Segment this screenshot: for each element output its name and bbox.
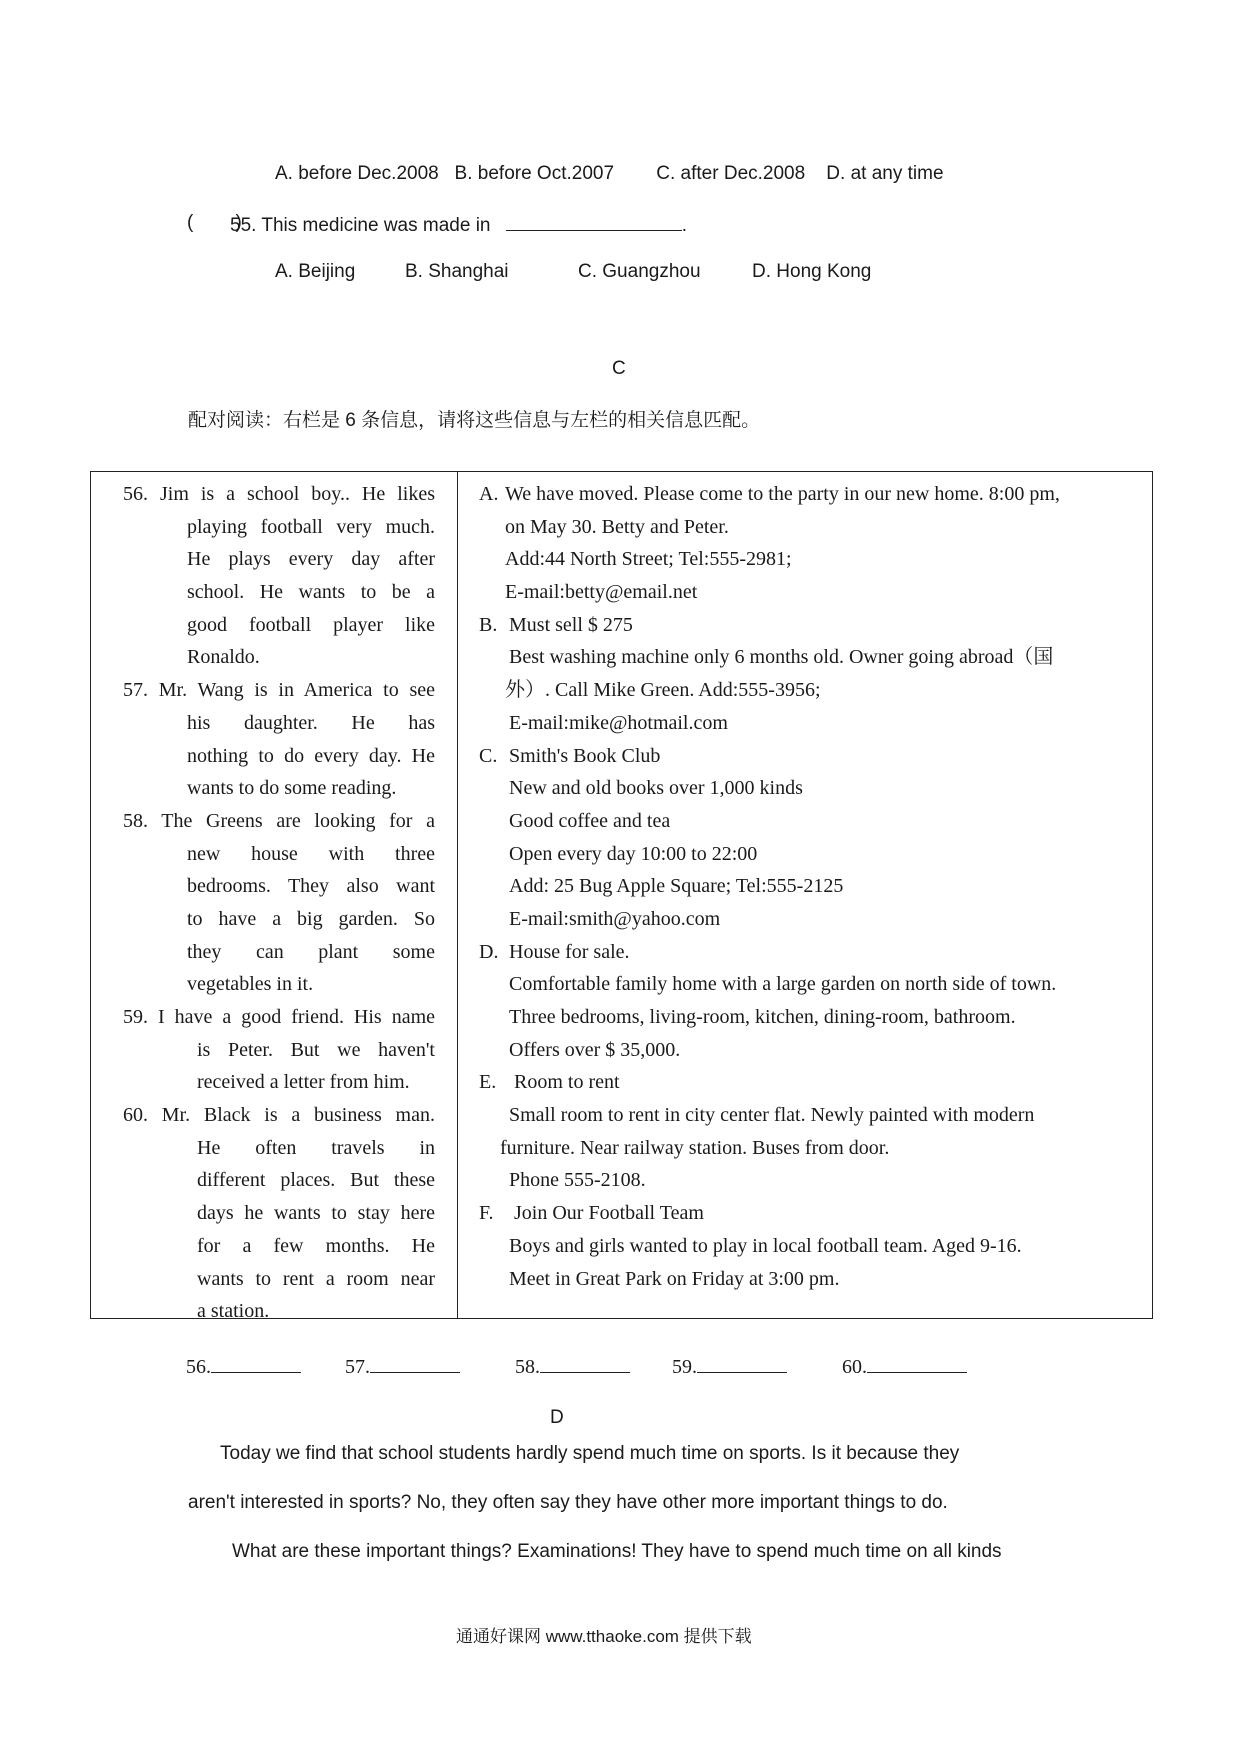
- ad-b: B. Must sell $ 275 Best washing machine only 6 months old. Owner going abroad（国 外）. Call Mike Green. Add:555-3956; E-mail:mike@hotmail.com: [469, 609, 1139, 740]
- question-56: 56. Jim is a school boy.. He likes playing football very much. He plays every day after school. He wants to be a good football player like Ronaldo.: [123, 483, 435, 669]
- ad-c: C. Smith's Book Club New and old books over 1,000 kinds Good coffee and tea Open every day 10:00 to 22:00 Add: 25 Bug Apple Square; Tel:555-2125 E-mail:smith@yahoo.com: [469, 740, 1139, 936]
- ad-e-letter: E.: [479, 1071, 497, 1094]
- answer-60: 60.: [842, 1354, 967, 1379]
- q55-question: [230, 212, 687, 237]
- ad-f: F. Join Our Football Team Boys and girls wanted to play in local football team. Aged 9-16. Meet in Great Park on Friday at 3:00 pm.: [469, 1197, 1139, 1295]
- ad-b-letter: B.: [479, 613, 498, 636]
- ad-e: E. Room to rent Small room to rent in city center flat. Newly painted with modern furniture. Near railway station. Buses from door. Phone 555-2108.: [469, 1066, 1139, 1197]
- section-d-line-1: Today we find that school students hardly spend much time on sports. Is it because they: [220, 1443, 960, 1464]
- section-d-line-2: aren't interested in sports? No, they often say they have other more important things to do.: [188, 1492, 948, 1513]
- page-footer: 通通好课网 www.tthaoke.com 提供下载: [456, 1627, 752, 1646]
- ad-d: D. House for sale. Comfortable family home with a large garden on north side of town. Three bedrooms, living-room, kitchen, dining-room, bathroom. Offers over $ 35,000.: [469, 936, 1139, 1067]
- answer-56: 56.: [186, 1354, 301, 1379]
- answer-59: 59.: [672, 1354, 787, 1379]
- column-divider: [457, 472, 458, 1318]
- ad-d-letter: D.: [479, 940, 499, 963]
- q55-option-c: C. Guangzhou: [578, 261, 701, 282]
- answer-57: 57.: [345, 1354, 460, 1379]
- q55-answer-paren: ( ): [187, 212, 242, 233]
- q55-option-d: D. Hong Kong: [752, 261, 872, 282]
- q55-end: .: [681, 215, 688, 236]
- q55-blank[interactable]: [506, 212, 682, 231]
- q55-option-b: B. Shanghai: [405, 261, 509, 282]
- ad-a-letter: A.: [479, 483, 499, 505]
- question-59: 59. I have a good friend. His name is Peter. But we haven't received a letter from him.: [123, 1006, 435, 1094]
- q55-option-a: A. Beijing: [275, 261, 356, 282]
- section-c-instruction: 配对阅读：右栏是 6 条信息，请将这些信息与左栏的相关信息匹配。: [188, 410, 761, 431]
- section-d-heading: D: [550, 1407, 564, 1428]
- section-d-line-3: What are these important things? Examinations! They have to spend much time on all kinds: [232, 1541, 1002, 1562]
- matching-table: [90, 471, 1153, 1323]
- section-c-heading: C: [612, 358, 626, 379]
- question-58: 58. The Greens are looking for a new house with three bedrooms. They also want to have a big garden. So they can plant some vegetables in it.: [123, 809, 435, 996]
- question-60: 60. Mr. Black is a business man. He often travels in different places. But these days he wants to stay here for a few months. He wants to rent a room near a station.: [123, 1104, 435, 1323]
- question-57: 57. Mr. Wang is in America to see his daughter. He has nothing to do every day. He wants to do some reading.: [123, 679, 435, 800]
- q55-stem: 55. This medicine was made in: [230, 215, 491, 236]
- ads-column: [469, 478, 1139, 1295]
- answer-58-blank[interactable]: [540, 1354, 630, 1373]
- ad-c-letter: C.: [479, 744, 498, 767]
- ad-f-letter: F.: [479, 1202, 494, 1225]
- answer-58: 58.: [515, 1354, 630, 1379]
- questions-column: [123, 478, 435, 1328]
- q54-options: A. before Dec.2008 B. before Oct.2007 C. after Dec.2008 D. at any time: [275, 163, 944, 184]
- ad-a: A. We have moved. Please come to the party in our new home. 8:00 pm, on May 30. Betty and Peter. Add:44 North Street; Tel:555-2981; E-mail:betty@email.net: [469, 478, 1139, 609]
- answer-59-blank[interactable]: [697, 1354, 787, 1373]
- answer-56-blank[interactable]: [211, 1354, 301, 1373]
- answer-60-blank[interactable]: [867, 1354, 967, 1373]
- answer-57-blank[interactable]: [370, 1354, 460, 1373]
